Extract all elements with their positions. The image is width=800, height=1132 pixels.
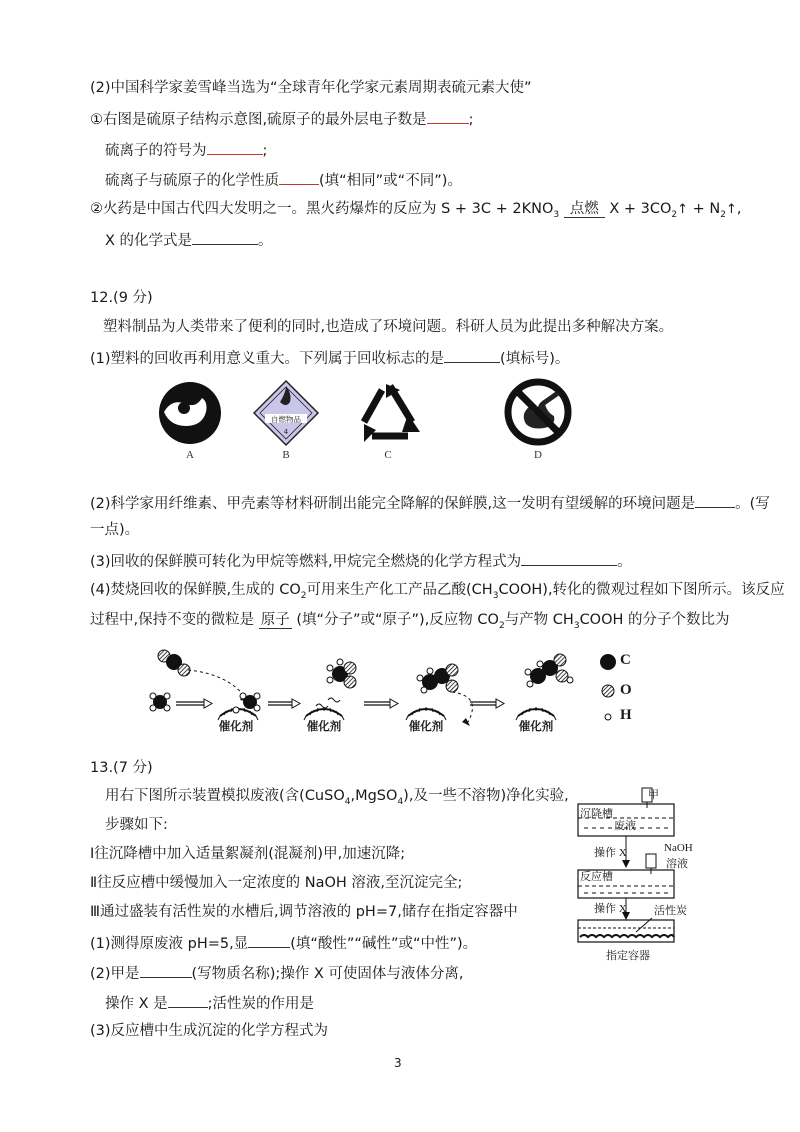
answer-blank[interactable]: [695, 492, 735, 508]
q12-p4b: 过程中,保持不变的微粒是 原子 (填“分子”或“原子”),反应物 $CO_2$与产物 $CH_3COOH$ 的分子个数比为: [90, 612, 730, 631]
q13-p1: [90, 932, 477, 954]
q13-intro1-text-c: ,及一些不溶物)净化实验,: [408, 788, 569, 804]
q13-step1: Ⅰ往沉降槽中加入适量絮凝剂(混凝剂)甲,加速沉降;: [90, 846, 406, 862]
answer-blank[interactable]: [248, 932, 290, 948]
catalyst-label: 催化剂: [306, 719, 342, 733]
q13-intro1-text: 用右下图所示装置模拟废液(含(CuSO: [105, 788, 345, 804]
label-operation-x: 操作 X: [594, 847, 627, 859]
process-arrow: [364, 699, 398, 708]
sign-b-text: 自燃物品: [271, 415, 301, 424]
sign-a: [159, 382, 221, 444]
q11-line3-text: 硫离子与硫原子的化学性质: [105, 173, 279, 189]
q12-p2a-text: (2)科学家用纤维素、甲壳素等材料研制出能完全降解的保鲜膜,这一发明有望缓解的环境问题是: [90, 496, 696, 512]
q11-line3-end: (填“相同”或“不同”)。: [319, 173, 462, 189]
q11-part2-intro: (2)中国科学家姜雪峰当选为“全球青年化学家元素周期表硫元素大使”: [90, 80, 532, 96]
q11-line5: [105, 229, 273, 251]
catalyst-label: 催化剂: [408, 719, 444, 733]
q12-p4b-text-c: (填“分子”或“原子”),反应物 CO: [296, 612, 499, 628]
q13-p2b-text: 操作 X 是: [105, 996, 168, 1012]
sign-label-a: A: [186, 449, 194, 461]
q11-equation-right: X + 3CO: [609, 201, 672, 217]
sign-label-b: B: [282, 449, 290, 461]
q11-line2-text: 硫离子的符号为: [105, 143, 207, 159]
catalyst-stage-3: [406, 664, 472, 726]
q11-line4: ②火药是中国古代四大发明之一。黑火药爆炸的反应为 $S + 3C + 2KNO_3$ 点燃 $X + 3CO_2↑$ + $N_2↑$,: [90, 201, 742, 220]
q13-step3: Ⅲ通过盛装有活性炭的水槽后,调节溶液的 pH=7,储存在指定容器中: [90, 904, 518, 920]
label-operation-x: 操作 X: [594, 903, 627, 915]
answer-blank[interactable]: [168, 992, 208, 1008]
sign-c-recycle-icon: [364, 384, 420, 442]
process-arrow: [470, 699, 504, 708]
q12-p1: [90, 347, 569, 369]
q13-p1-text: (1)测得原废液 pH=5,显: [90, 936, 249, 952]
q12-p1-end: (填标号)。: [500, 351, 570, 367]
legend-c: C: [620, 652, 631, 668]
catalyst-stage-2: [304, 659, 356, 720]
sign-label-c: C: [384, 449, 392, 461]
label-reaction-tank: 反应槽: [580, 871, 613, 883]
legend: [600, 654, 616, 720]
q13-p2-end: (写物质名称);操作 X 可使固体与液体分离,: [191, 966, 464, 982]
q13-intro1: 用右下图所示装置模拟废液(含(CuSO$_4$,MgSO$_4$),及一些不溶物)净化实验,: [105, 788, 569, 807]
catalyst-stage-1: [218, 693, 260, 720]
q12-p2b: 一点)。: [90, 522, 140, 538]
legend-h: H: [620, 707, 632, 723]
answer-blank[interactable]: [279, 169, 319, 185]
q11-line1-text: ①右图是硫原子结构示意图,硫原子的最外层电子数是: [90, 112, 427, 128]
reaction-condition: 点燃: [564, 201, 605, 218]
q13-step2: Ⅱ往反应槽中缓慢加入一定浓度的 NaOH 溶液,至沉淀完全;: [90, 875, 463, 891]
q11-line2: [105, 139, 267, 161]
label-waste: 废液: [614, 820, 636, 832]
catalyst-label: 催化剂: [218, 719, 254, 733]
q11-line1: [90, 108, 474, 130]
answer-blank[interactable]: [140, 962, 192, 978]
page-number: 3: [394, 1056, 402, 1070]
q11-line1-end: ;: [468, 112, 474, 128]
q12-p4b-text: 过程中,保持不变的微粒是: [90, 612, 255, 628]
q12-p3: [90, 550, 632, 572]
process-arrow: [268, 699, 300, 708]
q13-intro2: 步骤如下:: [105, 817, 168, 833]
answer-blank[interactable]: [444, 347, 500, 363]
q13-p2b: [105, 992, 314, 1014]
answer-blank[interactable]: [207, 139, 263, 155]
q11-equation-left: ②火药是中国古代四大发明之一。黑火药爆炸的反应为 S + 3C + 2KNO: [90, 201, 554, 217]
q12-p3-end: 。: [617, 554, 632, 570]
q11-line2-end: ;: [262, 143, 268, 159]
q12-p4b-text-d: 与产物 CH: [504, 612, 574, 628]
q13-heading: 13.(7 分): [90, 760, 153, 776]
answer-blank[interactable]: [521, 550, 617, 566]
q13-p1-end: (填“酸性”“碱性”或“中性”)。: [290, 936, 478, 952]
q13-p2: [90, 962, 464, 984]
sign-d-no-fire-icon: [508, 382, 568, 442]
q12-p4b-answer: 原子: [260, 612, 290, 628]
legend-o: O: [620, 682, 632, 698]
q13-p2-text: (2)甲是: [90, 966, 140, 982]
q13-intro1-text-b: ,MgSO: [350, 788, 398, 804]
q12-intro: 塑料制品为人类带来了便利的同时,也造成了环境问题。科研人员为此提出多种解决方案。: [103, 319, 674, 335]
answer-blank[interactable]: [427, 108, 469, 124]
q11-line5-text: X 的化学式是: [105, 233, 193, 249]
q12-heading: 12.(9 分): [90, 290, 153, 306]
q12-p4a-text-b: 可用来生产化工产品乙酸(CH: [306, 582, 493, 598]
q12-p1-text: (1)塑料的回收再利用意义重大。下列属于回收标志的是: [90, 351, 445, 367]
catalyst-stage-4: [516, 654, 573, 720]
q12-p4b-text-e: COOH 的分子个数比为: [579, 612, 730, 628]
label-activated-carbon: 活性炭: [654, 905, 687, 917]
q12-p4a-text: (4)焚烧回收的保鲜膜,生成的 CO: [90, 582, 301, 598]
label-settling-tank: 沉降槽: [580, 808, 613, 820]
label-naoh: NaOH: [664, 842, 693, 854]
q12-p2a-end: 。(写: [735, 496, 770, 512]
q11-equation-n2: + N: [692, 201, 721, 217]
q12-p3-text: (3)回收的保鲜膜可转化为甲烷等燃料,甲烷完全燃烧的化学方程式为: [90, 554, 522, 570]
sign-b-num: 4: [283, 428, 289, 436]
ch4-molecule: [150, 693, 170, 711]
q13-p2b-end: ;活性炭的作用是: [207, 996, 315, 1012]
co2-molecule: [158, 650, 190, 676]
answer-blank[interactable]: [192, 229, 258, 245]
q12-p4a-text-c: COOH),转化的微观过程如下图所示。该反应: [498, 582, 785, 598]
q11-line3: [105, 169, 462, 191]
process-arrow: [176, 699, 212, 708]
label-container: 指定容器: [606, 950, 650, 962]
q12-p4a: (4)焚烧回收的保鲜膜,生成的 $CO_2$可用来生产化工产品乙酸$(CH_3COOH)$,转化的微观过程如下图所示。该反应: [90, 582, 785, 601]
q12-p2a: [90, 492, 770, 514]
label-solution: 溶液: [666, 858, 688, 870]
q13-p3: (3)反应槽中生成沉淀的化学方程式为: [90, 1023, 329, 1039]
sign-label-d: D: [534, 449, 542, 461]
q11-line5-end: 。: [258, 233, 273, 249]
label-jia: 甲: [648, 789, 659, 801]
catalyst-label: 催化剂: [518, 719, 554, 733]
sign-b: [254, 381, 318, 445]
